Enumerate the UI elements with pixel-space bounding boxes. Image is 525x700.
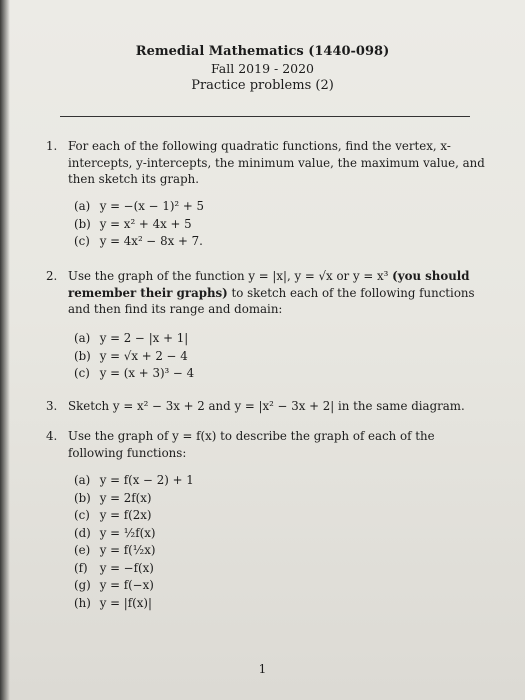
- problem-number: 1.: [46, 139, 58, 153]
- problem-1-parts: [74, 198, 204, 251]
- list-item: (b) y = 2f(x): [74, 490, 152, 505]
- list-item: (a) y = 2 − |x + 1|: [74, 331, 189, 345]
- problem-3: [48, 398, 488, 415]
- list-item: (b) y = x² + 4x + 5: [74, 216, 192, 231]
- page-number: 1: [258, 662, 267, 676]
- problem-text: Sketch y = x² − 3x + 2 and y = |x² − 3x + 2| in the same diagram.: [68, 399, 465, 413]
- list-item: (f) y = −f(x): [74, 560, 154, 575]
- problem-2: [48, 268, 488, 318]
- problem-1: [48, 138, 488, 188]
- problem-number: 4.: [46, 429, 58, 443]
- term-line: Fall 2019 - 2020: [210, 61, 315, 76]
- list-item: (h) y = |f(x)|: [74, 595, 152, 610]
- list-item: (c) y = 4x² − 8x + 7.: [74, 234, 203, 248]
- list-item: (b) y = √x + 2 − 4: [74, 348, 188, 363]
- problem-text: Use the graph of the function y = |x|, y = √x or y = x³ (you should remember their graphs) to sketch each of the following functions and then find its range and domain:: [68, 269, 475, 316]
- page-edge-shadow: [0, 0, 10, 700]
- problem-4: [48, 428, 488, 461]
- course-title: Remedial Mathematics (1440-098): [135, 44, 390, 59]
- list-item: (g) y = f(−x): [74, 578, 154, 592]
- page-title: Practice problems (2): [191, 78, 334, 93]
- problem-number: 2.: [46, 269, 58, 283]
- problem-4-parts: [74, 472, 194, 612]
- list-item: (e) y = f(½x): [74, 543, 156, 557]
- header-divider: [60, 116, 470, 117]
- problem-number: 3.: [46, 399, 58, 413]
- list-item: (a) y = f(x − 2) + 1: [74, 473, 194, 487]
- list-item: (d) y = ½f(x): [74, 525, 156, 540]
- emphasis-text: (you should remember their graphs): [68, 269, 470, 300]
- problem-text: For each of the following quadratic functions, find the vertex, x-intercepts, y-intercepts, the minimum value, the maximum value, and then sketch its graph.: [68, 139, 485, 186]
- problem-2-parts: [74, 330, 194, 383]
- list-item: (a) y = −(x − 1)² + 5: [74, 199, 205, 213]
- list-item: (c) y = f(2x): [74, 508, 152, 522]
- problem-text: Use the graph of y = f(x) to describe the graph of each of the following functions:: [68, 429, 435, 460]
- list-item: (c) y = (x + 3)³ − 4: [74, 366, 195, 380]
